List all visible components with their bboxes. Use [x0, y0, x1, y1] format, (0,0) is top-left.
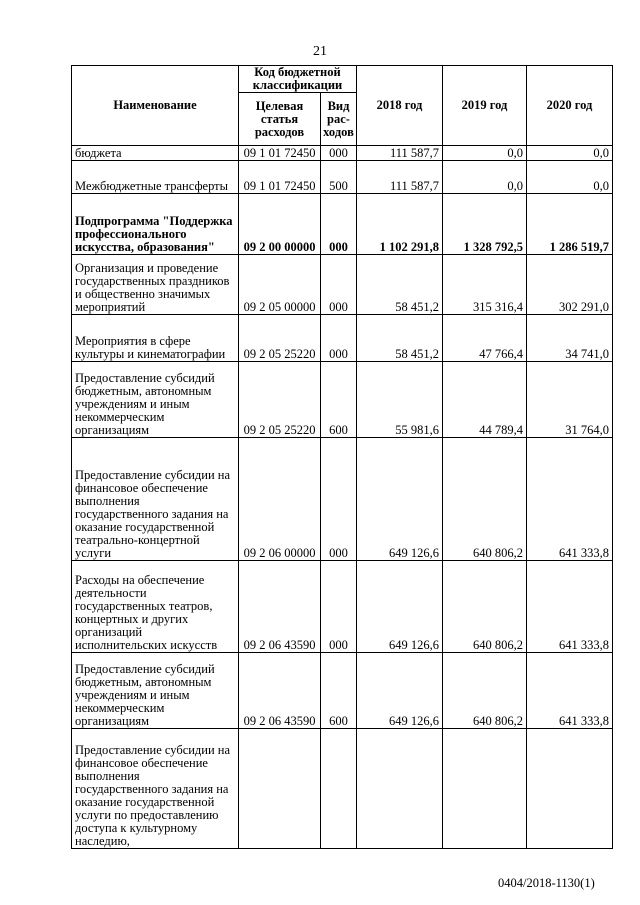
row-2020: 302 291,0: [527, 255, 613, 315]
header-expense-type: Вид рас-ходов: [321, 93, 357, 146]
row-target: 09 2 05 25220: [239, 362, 321, 438]
row-target: 09 2 06 43590: [239, 561, 321, 653]
budget-table: [71, 65, 613, 849]
row-type: 600: [321, 653, 357, 729]
table-row: [72, 362, 613, 438]
row-2019: 640 806,2: [443, 438, 527, 561]
row-2018: 649 126,6: [357, 438, 443, 561]
header-target: Целевая статья расходов: [239, 93, 321, 146]
row-2019: 640 806,2: [443, 561, 527, 653]
row-2020: [527, 729, 613, 849]
row-name: Подпрограмма "Поддержка профессионального искусства, образования": [72, 194, 239, 255]
row-target: 09 1 01 72450: [239, 161, 321, 194]
row-2020: 31 764,0: [527, 362, 613, 438]
row-2019: 1 328 792,5: [443, 194, 527, 255]
row-2020: 1 286 519,7: [527, 194, 613, 255]
row-2018: 649 126,6: [357, 561, 443, 653]
row-name: Предоставление субсидии на финансовое обеспечение выполнения государственного задания на оказание государственной театрально-концертной услуги: [72, 438, 239, 561]
row-2018: [357, 729, 443, 849]
row-2018: 55 981,6: [357, 362, 443, 438]
header-2019: 2019 год: [443, 66, 527, 146]
header-2018: 2018 год: [357, 66, 443, 146]
row-2020: 641 333,8: [527, 438, 613, 561]
row-name: бюджета: [72, 146, 239, 161]
row-2019: 315 316,4: [443, 255, 527, 315]
row-2018: 58 451,2: [357, 255, 443, 315]
table-row: [72, 315, 613, 362]
table-row: [72, 194, 613, 255]
row-target: 09 2 00 00000: [239, 194, 321, 255]
row-2019: 44 789,4: [443, 362, 527, 438]
row-2018: 58 451,2: [357, 315, 443, 362]
row-type: 000: [321, 315, 357, 362]
row-type: 500: [321, 161, 357, 194]
row-name: Предоставление субсидий бюджетным, автономным учреждениям и иным некоммерческим организациям: [72, 653, 239, 729]
row-name: Предоставление субсидии на финансовое обеспечение выполнения государственного задания на оказание государственной услуги по предоставлению доступа к культурному наследию,: [72, 729, 239, 849]
table-row: [72, 146, 613, 161]
row-type: 000: [321, 255, 357, 315]
row-target: 09 1 01 72450: [239, 146, 321, 161]
row-2019: 47 766,4: [443, 315, 527, 362]
row-type: 000: [321, 438, 357, 561]
page-number: 21: [313, 44, 327, 59]
row-target: 09 2 06 43590: [239, 653, 321, 729]
row-2018: 111 587,7: [357, 146, 443, 161]
row-target: 09 2 05 25220: [239, 315, 321, 362]
row-type: [321, 729, 357, 849]
row-2018: 111 587,7: [357, 161, 443, 194]
row-2019: 640 806,2: [443, 653, 527, 729]
row-type: 000: [321, 146, 357, 161]
row-type: 000: [321, 194, 357, 255]
row-2019: [443, 729, 527, 849]
row-name: Предоставление субсидий бюджетным, автономным учреждениям и иным некоммерческим организациям: [72, 362, 239, 438]
row-2020: 641 333,8: [527, 561, 613, 653]
row-type: 000: [321, 561, 357, 653]
row-2019: 0,0: [443, 146, 527, 161]
table-row: [72, 561, 613, 653]
row-type: 600: [321, 362, 357, 438]
row-target: 09 2 05 00000: [239, 255, 321, 315]
row-2018: 649 126,6: [357, 653, 443, 729]
row-2020: 641 333,8: [527, 653, 613, 729]
row-2018: 1 102 291,8: [357, 194, 443, 255]
header-name: Наименование: [72, 66, 239, 146]
row-name: Организация и проведение государственных праздников и общественно значимых мероприятий: [72, 255, 239, 315]
table-row: [72, 161, 613, 194]
table-row: [72, 729, 613, 849]
row-name: Мероприятия в сфере культуры и кинематографии: [72, 315, 239, 362]
document-code: 0404/2018-1130(1): [498, 876, 595, 890]
row-2020: 0,0: [527, 161, 613, 194]
header-code-group: Код бюджетной классификации: [239, 66, 357, 93]
row-name: Межбюджетные трансферты: [72, 161, 239, 194]
header-2020: 2020 год: [527, 66, 613, 146]
row-2020: 0,0: [527, 146, 613, 161]
row-target: 09 2 06 00000: [239, 438, 321, 561]
row-2020: 34 741,0: [527, 315, 613, 362]
row-2019: 0,0: [443, 161, 527, 194]
table-row: [72, 255, 613, 315]
row-target: [239, 729, 321, 849]
row-name: Расходы на обеспечение деятельности государственных театров, концертных и других организаций исполнительских искусств: [72, 561, 239, 653]
table-row: [72, 438, 613, 561]
table-row: [72, 653, 613, 729]
